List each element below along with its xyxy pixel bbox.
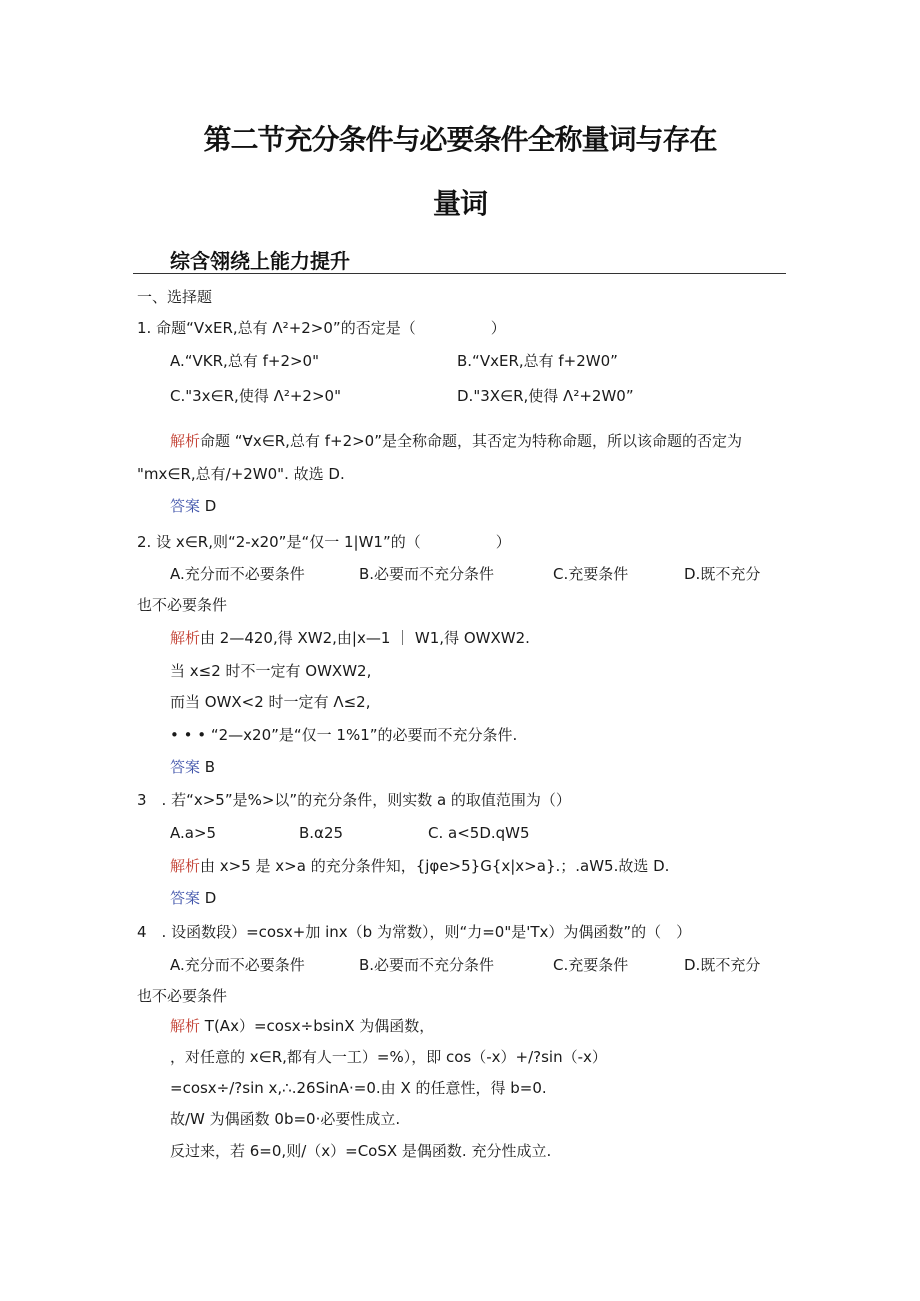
q3-answer-value: D [204, 889, 217, 907]
q4-analysis-line2: ，对任意的 x∈R,都有人一工）=%），即 cos（-x）+/?sin（-x） [170, 1048, 607, 1066]
answer-label: 答案 [170, 889, 201, 907]
q2-answer-value: B [204, 758, 216, 776]
page-title-line1: 第二节充分条件与必要条件全称量词与存在 [203, 123, 717, 156]
q1-option-a: A.“VKR,总有 f+2>0" [170, 352, 319, 370]
answer-label: 答案 [170, 758, 201, 776]
q2-option-d-cont: 也不必要条件 [137, 596, 228, 614]
q4-stem: 4 . 设函数段）=cosx+加 inx（b 为常数），则“力=0"是'Tx）为偶函数”的（ ） [137, 923, 692, 941]
q4-option-d-cont: 也不必要条件 [137, 987, 228, 1005]
q3-option-b: B.α25 [299, 824, 344, 842]
q4-option-c: C.充要条件 [553, 956, 629, 974]
q2-option-d: D.既不充分 [684, 565, 761, 583]
section-heading: 一、选择题 [137, 288, 213, 306]
q1-analysis [170, 431, 742, 451]
q2-analysis-line3: 而当 OWX<2 时一定有 Λ≤2, [170, 693, 371, 711]
q1-analysis-text: 命题 “∀x∈R,总有 f+2>0”是全称命题，其否定为特称命题，所以该命题的否定为 [200, 432, 742, 450]
q4-option-b: B.必要而不充分条件 [359, 956, 495, 974]
divider [133, 273, 786, 274]
q3-option-a: A.a>5 [170, 824, 217, 842]
q4-analysis-line3: =cosx÷/?sin x,∴.26SinA·=0.由 X 的任意性，得 b=0. [170, 1079, 547, 1097]
q4-option-d: D.既不充分 [684, 956, 761, 974]
q4-analysis-line5: 反过来，若 6=0,则/（x）=CoSX 是偶函数. 充分性成立. [170, 1142, 552, 1160]
q4-analysis-text: T(Ax）=cosx÷bsinX 为偶函数， [204, 1017, 435, 1035]
q3-answer [170, 888, 216, 908]
q3-analysis [170, 856, 669, 876]
q1-option-b: B.“VxER,总有 f+2W0” [457, 352, 618, 370]
analysis-label: 解析 [170, 432, 201, 450]
q1-stem: 1. 命题“VxER,总有 Λ²+2>0”的否定是（ ） [137, 319, 506, 337]
q3-stem: 3 . 若“x>5”是%>以”的充分条件，则实数 a 的取值范围为（） [137, 791, 571, 809]
q2-analysis-text: 由 2—420,得 XW2,由|x—1 ｜ W1,得 OWXW2. [200, 629, 530, 647]
answer-label: 答案 [170, 497, 201, 515]
analysis-label: 解析 [170, 1017, 201, 1035]
q1-analysis-cont: "mx∈R,总有/+2W0". 故选 D. [137, 465, 345, 483]
page-title-line2: 量词 [432, 187, 487, 220]
q1-answer [170, 496, 216, 516]
section-subtitle: 综含翎绕上能力提升 [170, 249, 350, 273]
q1-answer-value: D [204, 497, 217, 515]
q1-option-c: C."3x∈R,使得 Λ²+2>0" [170, 387, 341, 405]
analysis-label: 解析 [170, 857, 201, 875]
q2-option-c: C.充要条件 [553, 565, 629, 583]
q2-option-a: A.充分而不必要条件 [170, 565, 305, 583]
q2-analysis-line4: • • • “2—x20”是“仅一 1%1”的必要而不充分条件. [170, 726, 518, 744]
q2-option-b: B.必要而不充分条件 [359, 565, 495, 583]
q3-option-cd: C. a<5D.qW5 [428, 824, 530, 842]
q4-analysis-line4: 故/W 为偶函数 0b=0·必要性成立. [170, 1110, 401, 1128]
q2-stem: 2. 设 x∈R,则“2-x20”是“仅一 1|W1”的（ ） [137, 533, 511, 551]
q2-analysis [170, 628, 530, 648]
q2-answer [170, 757, 215, 777]
q2-analysis-line2: 当 x≤2 时不一定有 OWXW2, [170, 662, 372, 680]
q4-option-a: A.充分而不必要条件 [170, 956, 305, 974]
q3-analysis-text: 由 x>5 是 x>a 的充分条件知，{jφe>5}G{x|x>a}.；.aW5.故选 D. [200, 857, 670, 875]
q1-option-d: D."3X∈R,使得 Λ²+2W0” [457, 387, 634, 405]
q4-analysis [170, 1016, 434, 1036]
analysis-label: 解析 [170, 629, 201, 647]
